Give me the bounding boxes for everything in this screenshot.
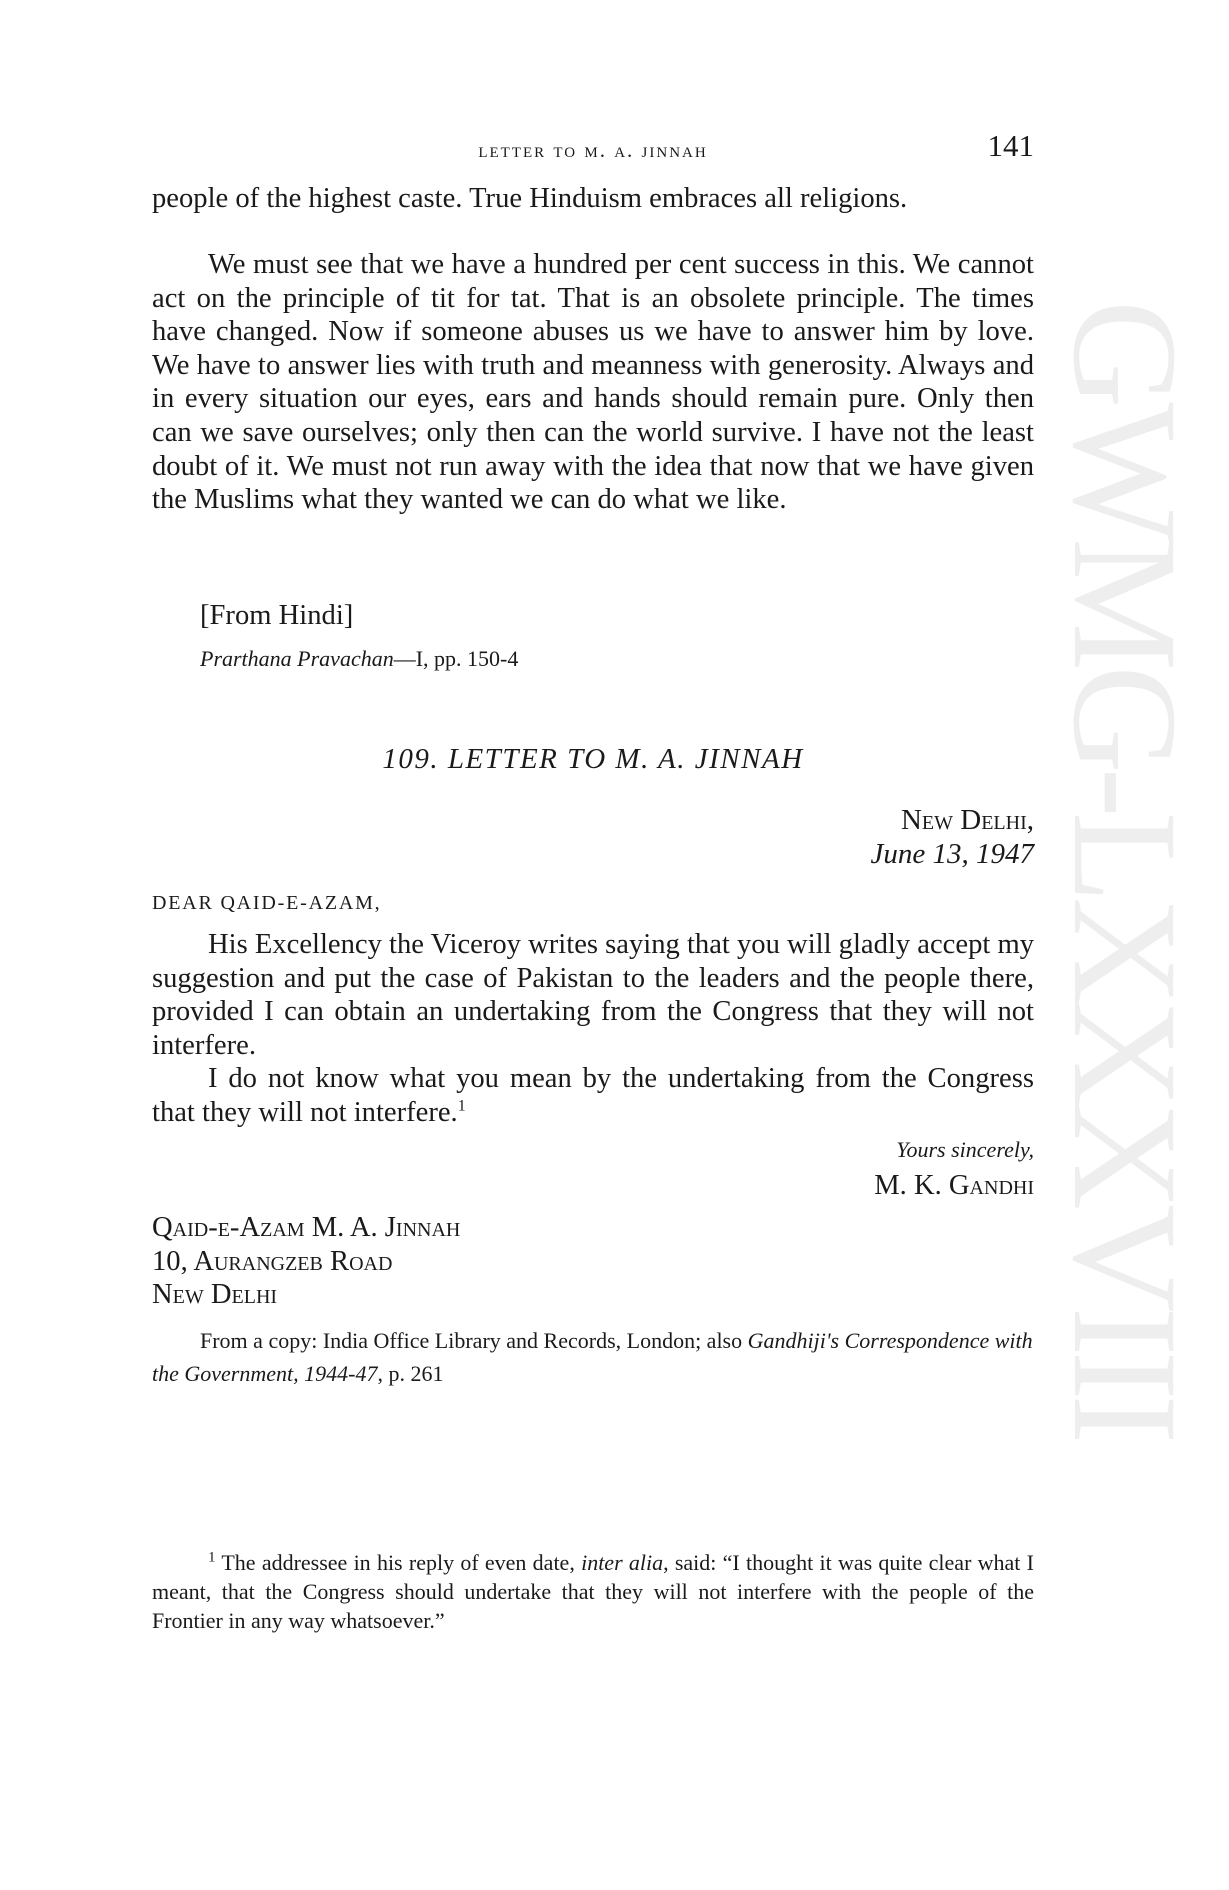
paragraph: people of the highest caste. True Hinduism embraces all religions. (152, 183, 908, 214)
address-line: New Delhi (152, 1279, 278, 1311)
footnote-italic: inter alia (581, 1550, 664, 1575)
source-suffix: , p. 261 (377, 1361, 444, 1386)
footnote (152, 1548, 1034, 1635)
address-line: Qaid-e-Azam M. A. Jinnah (152, 1212, 461, 1243)
document-heading: 109. LETTER TO M. A. JINNAH (382, 743, 804, 775)
source-title: Gandhiji's Correspondence with the Government, 1944-47 (152, 1328, 1033, 1386)
paragraph (152, 1062, 1034, 1129)
page-number: 141 (987, 128, 1034, 163)
continued-paragraph (152, 182, 1034, 216)
letter-source (152, 1324, 1034, 1390)
paragraph: His Excellency the Viceroy writes saying that you will gladly accept my suggestion and put the case of Pakistan to the leaders and the people there, provided I can obtain an undertaking from the Congress that they will not interfere. (152, 929, 1034, 1061)
page (152, 128, 1034, 1828)
address-line: 10, Aurangzeb Road (152, 1245, 393, 1277)
paragraph: We must see that we have a hundred per cent success in this. We cannot act on the principle of tit for tat. That is an obsolete principle. The times have changed. Now if someone abuses us we have to answer him by love. We have to answer lies with truth and meanness with generosity. Always and in every situation our eyes, ears and hands should remain pure. Only then can we save ourselves; only then can the world survive. I have not the least doubt of it. We must not run away with the idea that now that we have given the Muslims what they wanted we can do what we like. (152, 249, 1034, 516)
watermark (1042, 300, 1208, 1620)
letter-place: New Delhi, (900, 804, 1034, 836)
paragraph-text: I do not know what you mean by the undertaking from the Congress that they will not interfere. (152, 1063, 1034, 1128)
closing: Yours sincerely, (896, 1137, 1034, 1162)
signature: M. K. Gandhi (874, 1170, 1034, 1201)
running-head-title: letter to m. a. jinnah (478, 138, 708, 162)
speech-paragraph (152, 248, 1034, 517)
letter-paragraph (152, 928, 1034, 1062)
running-head (152, 128, 1034, 168)
source-prefix: From a copy: India Office Library and Records, London; also (200, 1328, 748, 1353)
recipient-address (152, 1211, 460, 1312)
footnote-text: , said: “I thought it was quite clear what I meant, that the Congress should undertake that they will not interfere with the people of the Frontier in any way whatsoever.” (152, 1550, 1034, 1633)
footnote-text: The addressee in his reply of even date, (221, 1550, 582, 1575)
source-citation (200, 646, 518, 672)
letter-paragraph (152, 1062, 1034, 1129)
watermark-text: GWMG-LXXXVIII (1042, 300, 1208, 1439)
salutation: DEAR QAID-E-AZAM, (152, 892, 382, 914)
footnote-number: 1 (208, 1549, 216, 1566)
translation-note: [From Hindi] (200, 600, 354, 631)
source-pages: —I, pp. 150-4 (393, 646, 519, 671)
letter-date: June 13, 1947 (870, 838, 1034, 870)
source-title: Prarthana Pravachan (200, 646, 394, 671)
footnote-reference: 1 (457, 1097, 466, 1115)
